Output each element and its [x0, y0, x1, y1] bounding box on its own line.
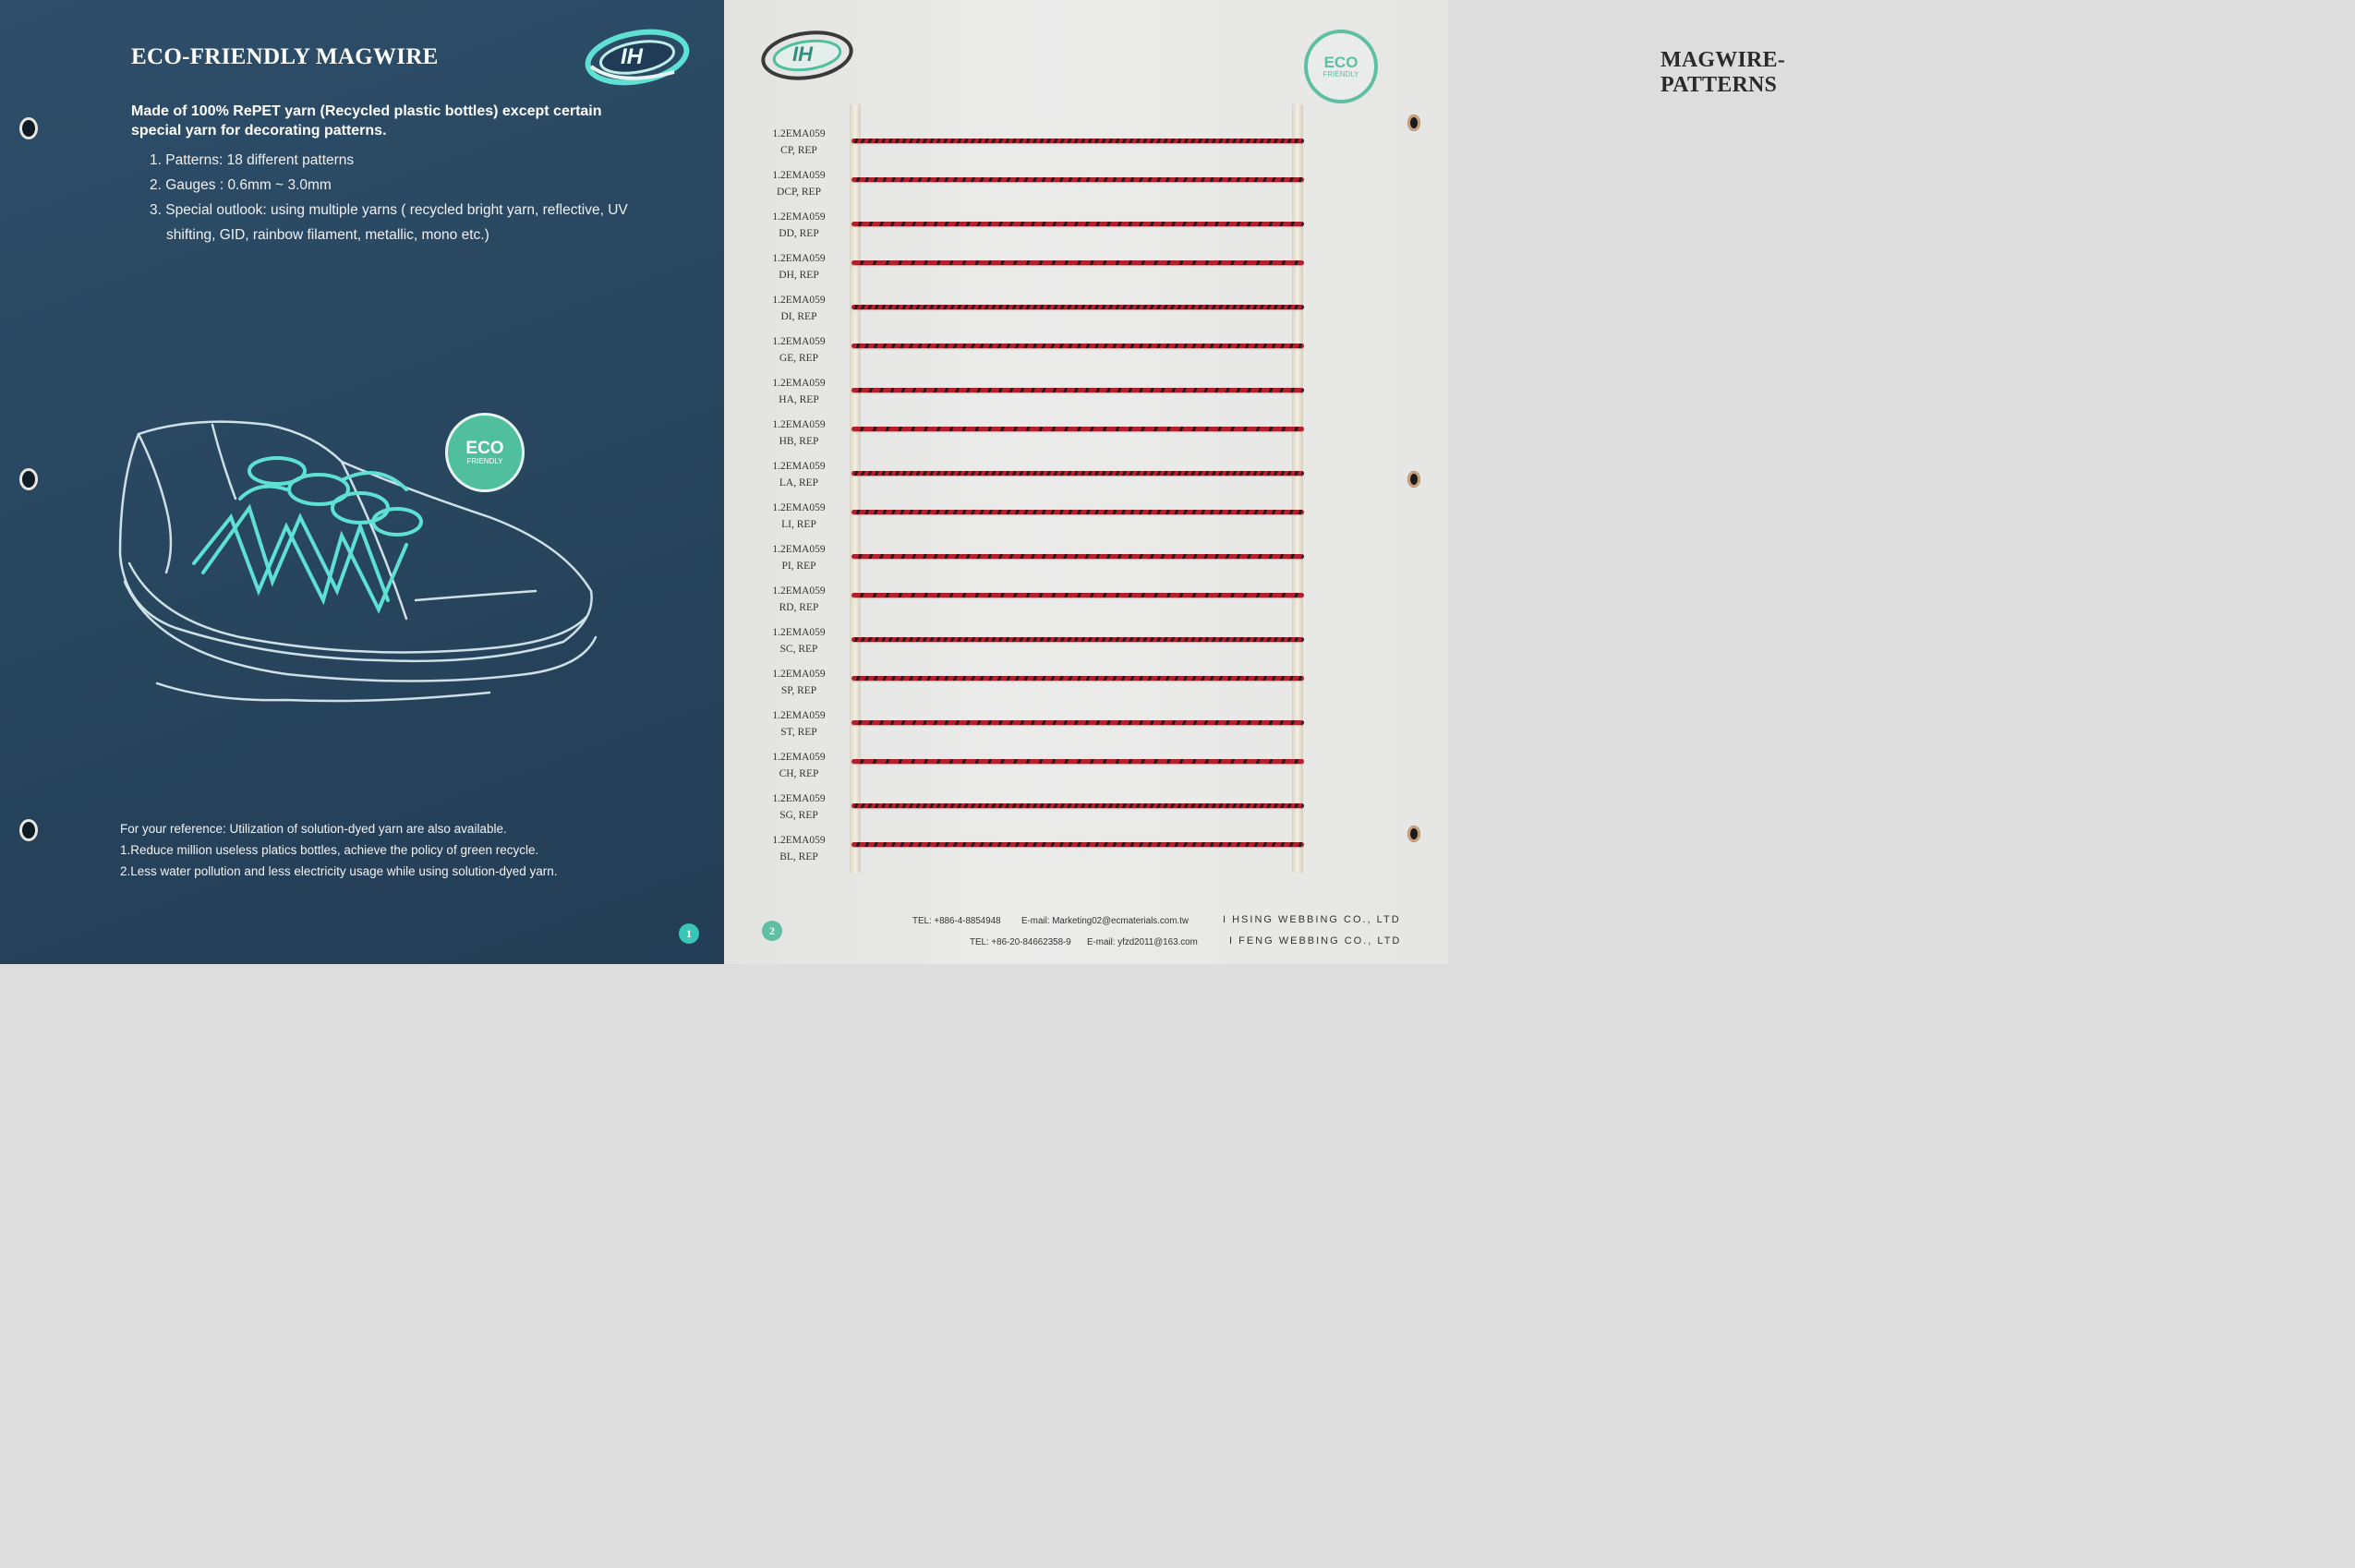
pattern-name: DD, REP: [779, 228, 819, 239]
pattern-name: DI, REP: [780, 311, 817, 322]
pattern-code: 1.2EMA059: [772, 128, 826, 139]
ih-logo: [759, 26, 855, 85]
magwire-cord-sample: [851, 759, 1304, 764]
pattern-label: [757, 500, 840, 533]
pattern-row: [757, 458, 1348, 500]
pattern-name: LA, REP: [779, 477, 819, 488]
reference-notes: [120, 818, 637, 882]
magwire-cord-sample: [851, 222, 1304, 226]
magwire-cord-sample: [851, 344, 1304, 348]
pattern-label: [757, 749, 840, 782]
left-page: [0, 0, 724, 964]
magwire-cord-sample: [851, 803, 1304, 808]
pattern-name: ST, REP: [780, 727, 817, 738]
feature-item: 1. Patterns: 18 different patterns: [150, 152, 355, 168]
pattern-name: RD, REP: [779, 602, 819, 613]
footer-company-2: I FENG WEBBING CO., LTD: [1229, 935, 1402, 947]
pattern-row: [757, 541, 1348, 583]
pattern-code: 1.2EMA059: [772, 710, 826, 721]
pattern-name: SP, REP: [780, 685, 817, 696]
magwire-cord-sample: [851, 720, 1304, 725]
magwire-cord-sample: [851, 510, 1304, 514]
footer-tel-1: TEL: +886-4-8854948: [912, 916, 1001, 926]
pattern-label: [757, 375, 840, 408]
intro-text: Made of 100% RePET yarn (Recycled plastic bottles) except certain special yarn for decorating patterns.: [131, 103, 602, 139]
magwire-cord-sample: [851, 177, 1304, 182]
pattern-label: [757, 790, 840, 824]
pattern-label: [757, 126, 840, 159]
page-number: 1: [679, 923, 699, 944]
ih-logo-text: IH: [792, 42, 813, 66]
pattern-code: 1.2EMA059: [772, 502, 826, 513]
magwire-cord-sample: [851, 842, 1304, 847]
pattern-code: 1.2EMA059: [772, 627, 826, 638]
eco-friendly-badge: [1304, 30, 1378, 103]
pattern-label: [757, 458, 840, 491]
pattern-code: 1.2EMA059: [772, 253, 826, 264]
pattern-row: [757, 250, 1348, 292]
pattern-label: [757, 167, 840, 200]
pattern-name: CP, REP: [780, 145, 817, 156]
pattern-code: 1.2EMA059: [772, 793, 826, 804]
pattern-label: [757, 416, 840, 450]
right-page-title: MAGWIRE-PATTERNS: [1661, 48, 1785, 97]
pattern-row: [757, 167, 1348, 209]
pattern-row: [757, 832, 1348, 874]
reference-line: 2.Less water pollution and less electricity usage while using solution-dyed yarn.: [120, 864, 558, 878]
binder-hole: [1407, 471, 1420, 488]
footer-email-1: E-mail: Marketing02@ecmaterials.com.tw: [1021, 916, 1189, 926]
pattern-label: [757, 624, 840, 657]
magwire-cord-sample: [851, 554, 1304, 559]
pattern-row: [757, 416, 1348, 458]
pattern-code: 1.2EMA059: [772, 835, 826, 846]
pattern-name: LI, REP: [781, 519, 816, 530]
pattern-row: [757, 209, 1348, 250]
ih-logo-text: IH: [621, 44, 643, 69]
pattern-label: [757, 583, 840, 616]
pattern-row: [757, 500, 1348, 541]
pattern-code: 1.2EMA059: [772, 211, 826, 223]
eco-badge-top: ECO: [1323, 54, 1359, 71]
pattern-code: 1.2EMA059: [772, 544, 826, 555]
binder-hole: [22, 471, 35, 488]
eco-badge-bottom: FRIENDLY: [1322, 70, 1359, 78]
page-number: 2: [762, 921, 782, 941]
pattern-code: 1.2EMA059: [772, 585, 826, 597]
magwire-cord-sample: [851, 471, 1304, 476]
magwire-cord-sample: [851, 593, 1304, 597]
pattern-code: 1.2EMA059: [772, 461, 826, 472]
pattern-row: [757, 749, 1348, 790]
binder-hole: [22, 120, 35, 137]
pattern-row: [757, 126, 1348, 167]
pattern-name: SC, REP: [779, 644, 818, 655]
footer-tel-2: TEL: +86-20-84662358-9: [970, 937, 1071, 947]
eco-badge-top: ECO: [465, 439, 504, 458]
pattern-label: [757, 541, 840, 574]
pattern-label: [757, 209, 840, 242]
pattern-label: [757, 250, 840, 283]
pattern-code: 1.2EMA059: [772, 669, 826, 680]
pattern-code: 1.2EMA059: [772, 419, 826, 430]
feature-list: [150, 148, 667, 247]
pattern-name: DCP, REP: [777, 187, 821, 198]
pattern-name: DH, REP: [779, 270, 819, 281]
pattern-name: HA, REP: [779, 394, 819, 405]
footer-company-1: I HSING WEBBING CO., LTD: [1223, 914, 1401, 925]
pattern-row: [757, 583, 1348, 624]
pattern-row: [757, 666, 1348, 707]
eco-friendly-badge: [445, 413, 525, 492]
pattern-code: 1.2EMA059: [772, 295, 826, 306]
reference-line: 1.Reduce million useless platics bottles, achieve the policy of green recycle.: [120, 843, 539, 857]
magwire-cord-sample: [851, 388, 1304, 392]
pattern-row: [757, 375, 1348, 416]
pattern-label: [757, 707, 840, 741]
pattern-row: [757, 624, 1348, 666]
pattern-label: [757, 666, 840, 699]
pattern-row: [757, 790, 1348, 832]
shoe-sketch-illustration: [102, 406, 619, 711]
magwire-cord-sample: [851, 637, 1304, 642]
pattern-name: GE, REP: [779, 353, 819, 364]
pattern-label: [757, 333, 840, 367]
pattern-code: 1.2EMA059: [772, 752, 826, 763]
magwire-cord-sample: [851, 305, 1304, 309]
ih-logo: [582, 22, 693, 89]
pattern-row: [757, 707, 1348, 749]
pattern-code: 1.2EMA059: [772, 170, 826, 181]
eco-badge-bottom: FRIENDLY: [466, 457, 503, 465]
feature-item: 3. Special outlook: using multiple yarns ( recycled bright yarn, reflective, UV: [150, 202, 628, 218]
pattern-name: SG, REP: [779, 810, 818, 821]
feature-item-continuation: shifting, GID, rainbow filament, metallic, mono etc.): [166, 227, 489, 243]
pattern-name: PI, REP: [781, 561, 816, 572]
pattern-name: BL, REP: [779, 851, 818, 862]
binder-hole: [22, 822, 35, 838]
pattern-row: [757, 292, 1348, 333]
pattern-row: [757, 333, 1348, 375]
footer-email-2: E-mail: yfzd2011@163.com: [1087, 937, 1198, 947]
binder-hole: [1407, 115, 1420, 131]
binder-hole: [1407, 826, 1420, 842]
reference-line: For your reference: Utilization of solution-dyed yarn are also available.: [120, 822, 507, 836]
feature-item: 2. Gauges : 0.6mm ~ 3.0mm: [150, 177, 332, 193]
pattern-code: 1.2EMA059: [772, 378, 826, 389]
magwire-cord-sample: [851, 676, 1304, 681]
pattern-label: [757, 832, 840, 865]
pattern-label: [757, 292, 840, 325]
pattern-name: CH, REP: [779, 768, 819, 779]
pattern-name: HB, REP: [779, 436, 819, 447]
left-page-title: ECO-FRIENDLY MAGWIRE: [131, 44, 439, 69]
magwire-cord-sample: [851, 139, 1304, 143]
magwire-cord-sample: [851, 260, 1304, 265]
pattern-code: 1.2EMA059: [772, 336, 826, 347]
magwire-cord-sample: [851, 427, 1304, 431]
